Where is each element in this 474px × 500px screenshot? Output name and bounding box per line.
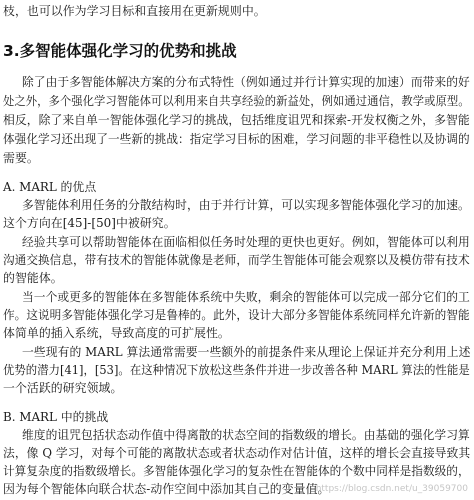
top-line: 枝，也可以作为学习目标和直接用在更新规则中。	[3, 4, 266, 18]
paragraph-line: 法，像 Q 学习，对每个可能的离散状态或者状态动作对估计值，这样的增长会直接导致其	[3, 446, 471, 460]
paragraph-line: 体强化学习还出现了一些新的挑战：指定学习目标的困难，学习问题的非平稳性以及协调的	[3, 132, 470, 146]
paragraph-line: 一些现有的 MARL 算法通常需要一些额外的前提条件来从理论上保证并充分利用上述	[22, 345, 471, 359]
paragraph-line: 需要。	[3, 151, 39, 165]
paragraph-line: 经验共享可以帮助智能体在面临相似任务时处理的更快也更好。例如，智能体可以利用	[22, 235, 470, 249]
paragraph-line: 计算复杂度的指数级增长。多智能体强化学习的复杂性在智能体的个数中同样是指数级的，	[3, 464, 470, 478]
section-title: 3.多智能体强化学习的优势和挑战	[3, 42, 237, 60]
paragraph-line: 维度的诅咒包括状态动作值中得离散的状态空间的指数级的增长。由基础的强化学习算	[22, 428, 470, 442]
paragraph-line: 这个方向在[45]-[50]中被研究。	[3, 216, 176, 230]
paragraph-line: 相反，除了来自单一智能体强化学习的挑战，包括维度诅咒和探索-开发权衡之外，多智能	[3, 113, 470, 127]
paragraph-line: 作。这说明多智能体强化学习是鲁棒的。此外，设计大部分多智能体系统同样允许新的智能	[3, 308, 470, 322]
paragraph-line: 多智能体利用任务的分散结构时，由于并行计算，可以实现多智能体强化学习的加速。	[22, 198, 470, 212]
subheading-advantages: A. MARL 的优点	[3, 180, 97, 194]
paragraph-line: 的智能体。	[3, 271, 63, 285]
paragraph-line: 因为每个智能体向联合状态-动作空间中添加其自己的变量值。	[3, 482, 330, 496]
paragraph-line: 沟通交换信息，带有技术的智能体就像是老师，而学生智能体可能会观察以及模仿带有技术	[3, 253, 470, 267]
paragraph-line: 一个活跃的研究领域。	[3, 381, 123, 395]
paragraph-line: 处之外，多个强化学习智能体可以利用来自共享经验的新益处，例如通过通信，教学或原型。	[3, 94, 470, 108]
paragraph-line: 当一个或更多的智能体在多智能体系统中失败，剩余的智能体可以完成一部分它们的工	[22, 290, 470, 304]
paragraph-line: 除了由于多智能体解决方案的分布式特性（例如通过并行计算实现的加速）而带来的好	[22, 75, 470, 89]
watermark: https://blog.csdn.net/u_39059700	[315, 484, 468, 494]
paragraph-line: 优势的潜力[41]，[53]。在这种情况下放松这些条件并进一步改善各种 MARL 算法的性能是	[3, 363, 470, 377]
paragraph-line: 体简单的插入系统，导致高度的可扩展性。	[3, 326, 230, 340]
subheading-challenges: B. MARL 中的挑战	[3, 410, 109, 424]
